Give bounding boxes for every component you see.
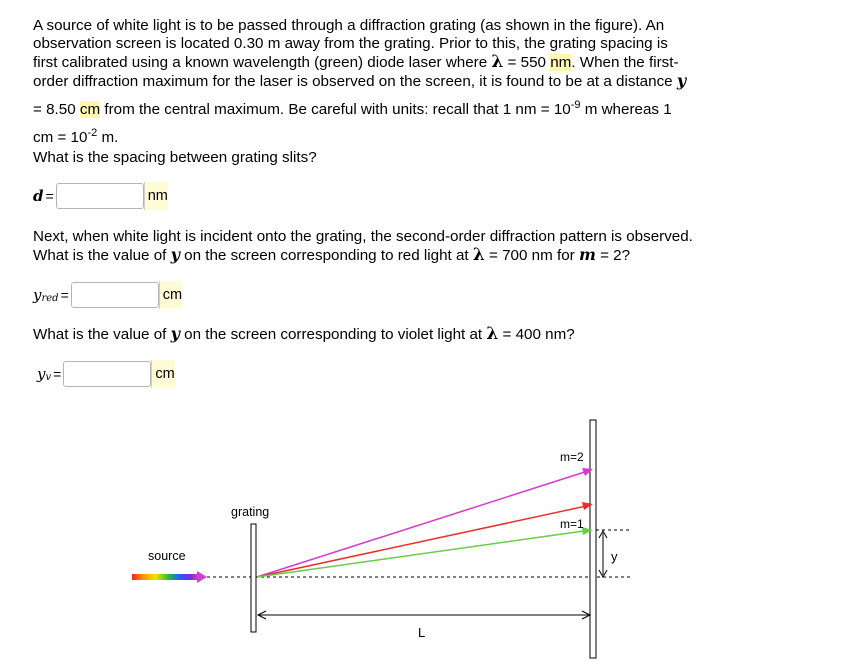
intro-line-2: observation screen is located 0.30 m away from the grating. Prior to this, the grating spacing is (33, 35, 668, 52)
l-dimension-label: L (418, 625, 426, 640)
unit-nm: nm (144, 182, 168, 210)
intro-line-5c: m whereas 1 (580, 101, 672, 119)
question-2-line-1: Next, when white light is incident onto the grating, the second-order diffraction pattern is observed. (33, 228, 693, 245)
grating-label: grating (231, 505, 270, 519)
y-symbol: y (170, 245, 180, 264)
order-m1-label: m=1 (560, 517, 584, 531)
intro-line-3c: . When the first- (571, 54, 679, 71)
var-d: d (33, 187, 44, 205)
intro-line-3a: first calibrated using a known wavelength (green) diode laser where (33, 54, 492, 71)
question-1-text: What is the spacing between grating slits? (33, 149, 317, 166)
intro-line-5b: from the central maximum. Be careful with units: recall that 1 nm = 10 (100, 101, 571, 119)
green-ray (257, 530, 591, 577)
subscript-v: v (45, 371, 52, 383)
var-y: y (33, 286, 42, 304)
exponent-minus-9: -9 (570, 99, 581, 111)
question-3-text-b: on the screen corresponding to violet light at (179, 326, 487, 343)
equals-sign: = (53, 366, 62, 382)
source-label: source (148, 549, 186, 563)
question-3-text-c: = 400 nm? (498, 326, 575, 343)
intro-line-3b: = 550 (503, 54, 551, 71)
cm-unit-highlight: cm (79, 101, 101, 119)
intro-line-6b: m. (97, 129, 119, 147)
exponent-minus-2: -2 (87, 127, 98, 140)
subscript-red: red (41, 292, 59, 304)
red-ray (257, 505, 591, 577)
question-2-line-2c: = 700 nm for (484, 247, 579, 264)
lambda-symbol: λ (491, 52, 504, 72)
question-2-line-2b: on the screen corresponding to red light at (179, 247, 473, 264)
y-dimension-label: y (611, 549, 618, 564)
y-dimension (599, 531, 607, 577)
unit-cm: cm (151, 360, 174, 388)
order-m2-label: m=2 (560, 450, 584, 464)
intro-line-6a: cm = 10 (33, 129, 88, 147)
l-dimension (258, 611, 590, 619)
white-light-beam (132, 571, 207, 583)
nm-unit-highlight: nm (550, 54, 572, 71)
intro-line-4a: order diffraction maximum for the laser is observed on the screen, it is found to be at a distance (33, 73, 677, 90)
diffraction-rays (257, 468, 593, 577)
grating (251, 524, 256, 632)
var-y: y (37, 365, 46, 383)
y-symbol: y (676, 71, 687, 90)
intro-line-5a: = 8.50 (33, 101, 80, 119)
question-3-text-a: What is the value of (33, 326, 171, 343)
observation-screen (590, 420, 596, 658)
question-2-line-2d: = 2? (595, 247, 631, 264)
lambda-symbol: λ (472, 245, 485, 265)
lambda-symbol: λ (486, 324, 499, 344)
magenta-ray (257, 470, 591, 577)
equals-sign: = (60, 287, 69, 303)
intro-line-1: A source of white light is to be passed through a diffraction grating (as shown in the figure). An (33, 17, 665, 34)
equals-sign: = (45, 188, 54, 204)
y-symbol: y (170, 324, 180, 343)
question-2-line-2a: What is the value of (33, 247, 171, 264)
unit-cm: cm (159, 281, 182, 309)
m-symbol: m (578, 245, 596, 264)
